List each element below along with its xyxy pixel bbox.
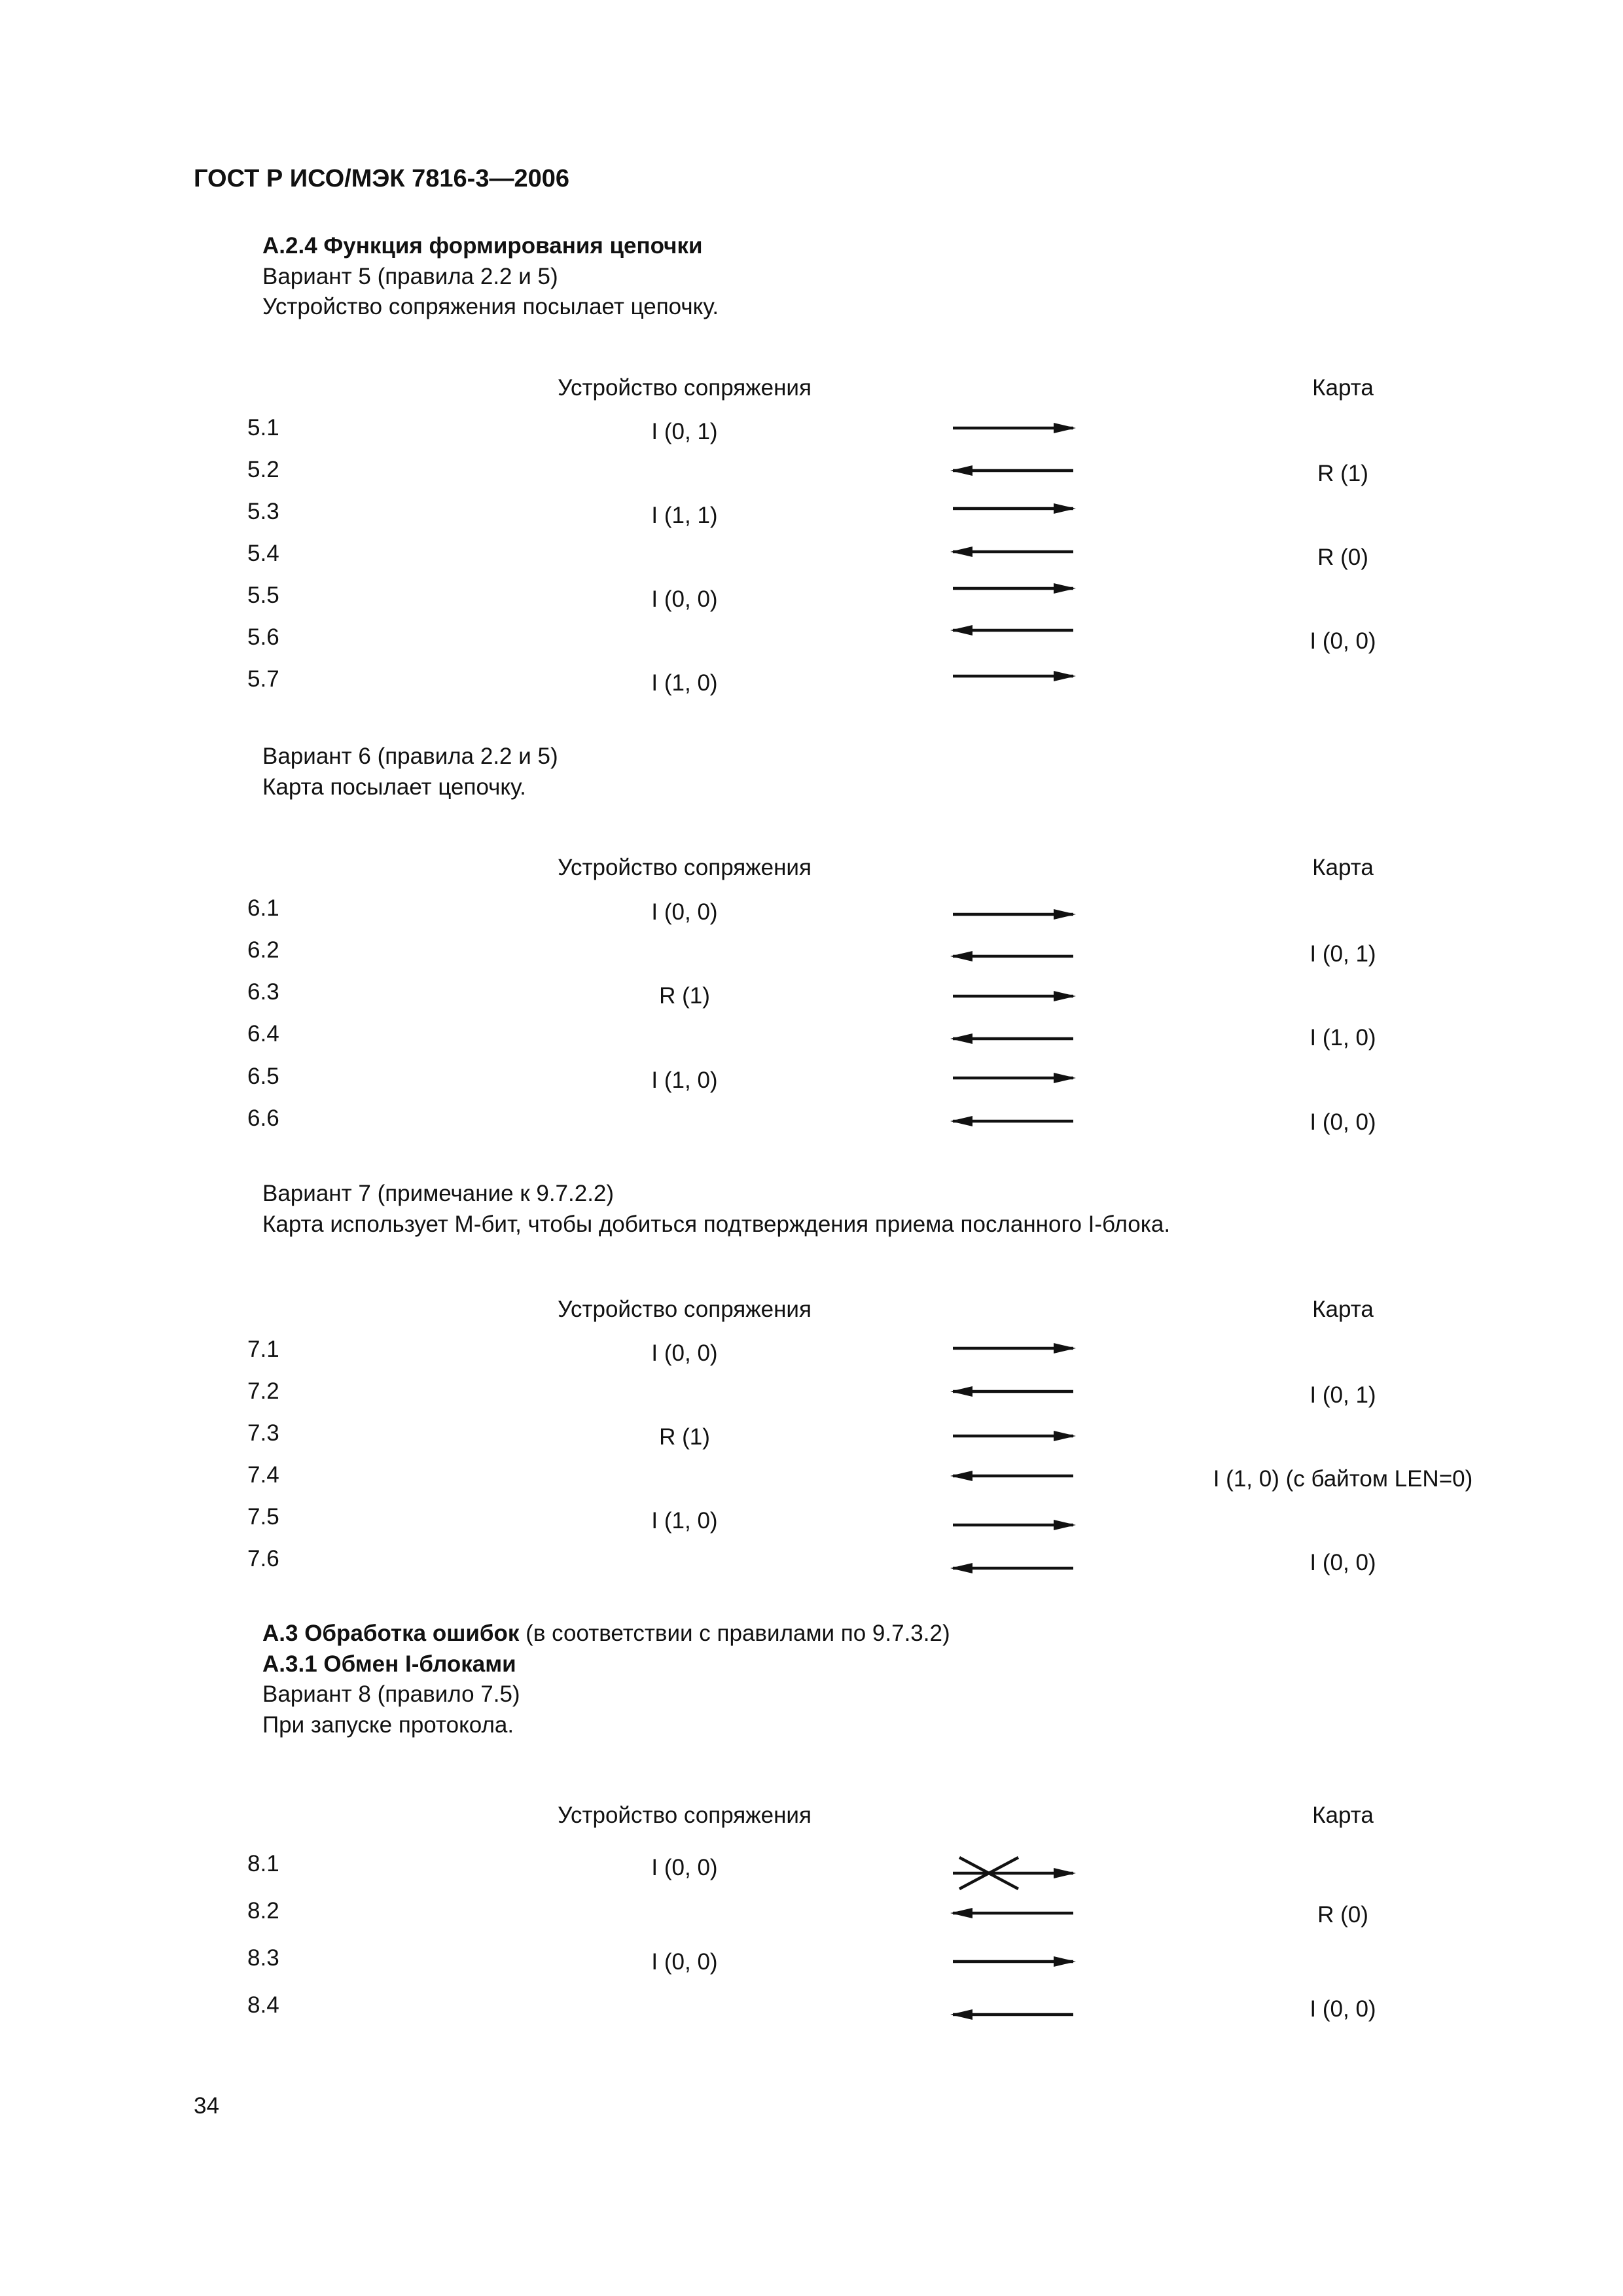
column-header-card: Карта [1312,1803,1374,1828]
section-heading-line [262,1713,514,1736]
heading-text: Карта посылает цепочку. [262,774,526,800]
row-number: 8.1 [247,1851,279,1876]
row-number: 5.7 [247,666,279,692]
heading-bold-text: A.2.4 Функция формирования цепочки [262,233,703,259]
interface-block: I (0, 0) [651,586,718,612]
interface-block: I (0, 1) [651,419,718,444]
arrow-left [946,611,1080,650]
interface-block: I (0, 0) [651,1855,718,1880]
heading-text: Вариант 8 (правило 7.5) [262,1681,520,1707]
arrow-left [946,1019,1080,1058]
card-block: R (0) [1317,545,1368,570]
arrow-right [946,408,1080,448]
heading-bold-text: А.3 Обработка ошибок [262,1621,520,1646]
row-number: 6.1 [247,895,279,921]
card-block: I (1, 0) [1310,1025,1376,1050]
heading-text: Вариант 6 (правила 2.2 и 5) [262,744,558,769]
arrow-right [946,1505,1080,1545]
interface-block: R (1) [659,1424,710,1450]
row-number: 5.4 [247,541,279,566]
row-number: 6.5 [247,1064,279,1089]
heading-text: Устройство сопряжения посылает цепочку. [262,294,719,319]
document-header: ГОСТ Р ИСО/МЭК 7816-3—2006 [194,165,569,192]
arrow-right [946,489,1080,528]
arrow-left [946,1995,1080,2034]
arrow-left [946,937,1080,976]
interface-block: I (1, 1) [651,503,718,528]
column-header-interface: Устройство сопряжения [558,375,812,401]
interface-block: I (0, 0) [651,1340,718,1366]
heading-text: При запуске протокола. [262,1712,514,1738]
section-heading-line [262,745,558,768]
column-header-card: Карта [1312,375,1374,401]
section-heading-line [262,1622,950,1645]
page-number: 34 [194,2093,219,2119]
row-number: 6.6 [247,1105,279,1131]
card-block: I (0, 0) [1310,1550,1376,1575]
heading-text: Карта использует М-бит, чтобы добиться подтверждения приема посланного I-блока. [262,1211,1171,1237]
row-number: 5.6 [247,624,279,650]
row-number: 6.2 [247,937,279,963]
heading-text: Вариант 5 (правила 2.2 и 5) [262,263,558,289]
interface-block: I (1, 0) [651,670,718,696]
card-block: R (1) [1317,461,1368,486]
column-header-interface: Устройство сопряжения [558,1803,812,1828]
arrow-right [946,1329,1080,1368]
arrow-right [946,1942,1080,1981]
card-block: R (0) [1317,1902,1368,1928]
interface-block: I (1, 0) [651,1508,718,1534]
row-number: 8.3 [247,1945,279,1971]
row-number: 5.1 [247,415,279,440]
arrow-right-crossed [946,1854,1080,1893]
section-heading-line [262,234,703,257]
section-heading-line [262,295,719,318]
arrow-left [946,451,1080,490]
row-number: 6.3 [247,979,279,1005]
arrow-right [946,977,1080,1016]
row-number: 7.1 [247,1336,279,1362]
arrow-right [946,895,1080,934]
section-heading-line [262,1653,516,1676]
section-heading-line [262,776,526,798]
card-block: I (0, 1) [1310,941,1376,967]
heading-text: Вариант 7 (примечание к 9.7.2.2) [262,1181,615,1206]
arrow-left [946,1893,1080,1933]
row-number: 7.5 [247,1504,279,1530]
section-heading-line [262,1213,1170,1236]
arrow-left [946,1102,1080,1141]
card-block: I (0, 1) [1310,1382,1376,1408]
arrow-left [946,1456,1080,1496]
row-number: 5.5 [247,583,279,608]
card-block: I (0, 0) [1310,1996,1376,2022]
row-number: 5.3 [247,499,279,524]
interface-block: I (0, 0) [651,899,718,925]
interface-block: I (0, 0) [651,1949,718,1975]
arrow-left [946,1372,1080,1411]
arrow-right [946,569,1080,608]
row-number: 7.2 [247,1378,279,1404]
section-heading-line [262,1683,520,1706]
row-number: 8.2 [247,1898,279,1924]
card-block: I (1, 0) (с байтом LEN=0) [1213,1466,1473,1492]
row-number: 7.6 [247,1546,279,1571]
interface-block: R (1) [659,983,710,1009]
interface-block: I (1, 0) [651,1067,718,1093]
heading-text: (в соответствии с правилами по 9.7.3.2) [519,1621,950,1646]
row-number: 6.4 [247,1021,279,1047]
heading-bold-text: А.3.1 Обмен I-блоками [262,1651,516,1677]
arrow-right [946,656,1080,696]
column-header-interface: Устройство сопряжения [558,1297,812,1322]
arrow-right [946,1416,1080,1456]
section-heading-line [262,1182,614,1205]
card-block: I (0, 0) [1310,1109,1376,1135]
row-number: 7.3 [247,1420,279,1446]
row-number: 8.4 [247,1992,279,2018]
row-number: 5.2 [247,457,279,482]
arrow-left [946,1549,1080,1588]
column-header-card: Карта [1312,1297,1374,1322]
column-header-card: Карта [1312,855,1374,880]
card-block: I (0, 0) [1310,628,1376,654]
arrow-left [946,532,1080,571]
column-header-interface: Устройство сопряжения [558,855,812,880]
row-number: 7.4 [247,1462,279,1488]
section-heading-line [262,265,558,288]
arrow-right [946,1058,1080,1098]
